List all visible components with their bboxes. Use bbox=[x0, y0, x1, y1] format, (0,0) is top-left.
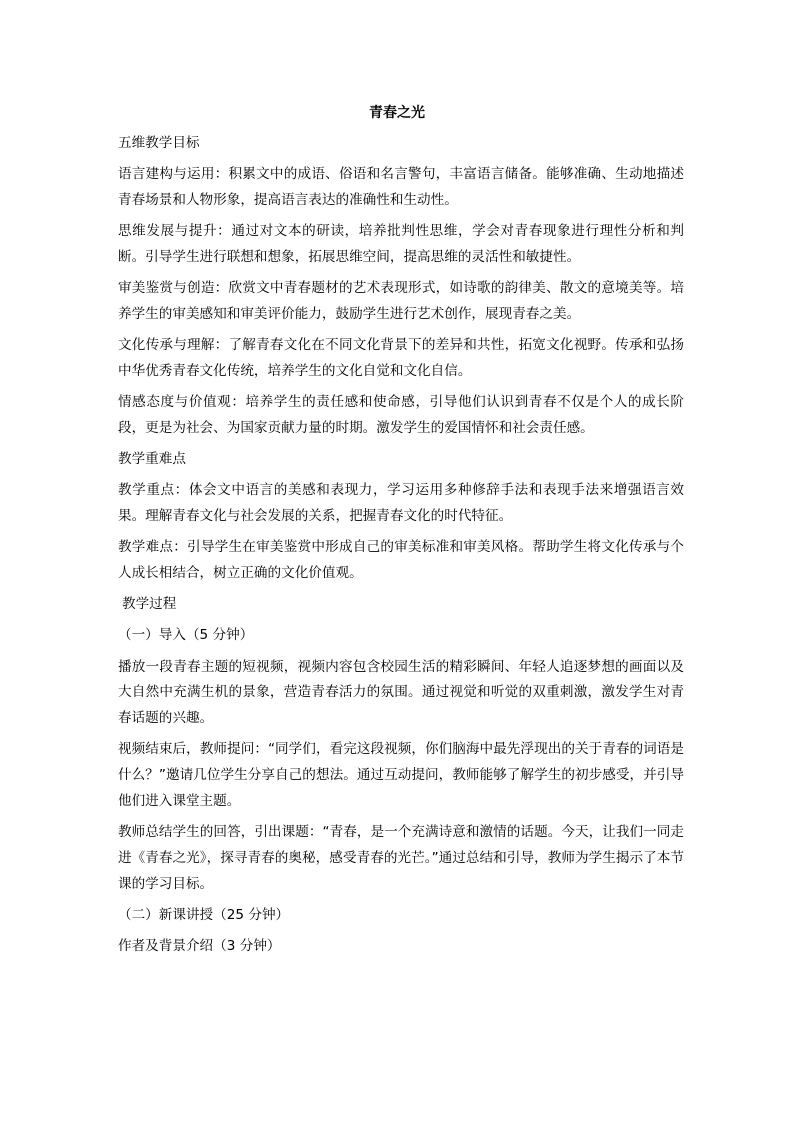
section-heading-key-points: 教学重难点 bbox=[118, 451, 186, 468]
paragraph-question: 视频结束后，教师提问：“同学们，看完这段视频，你们脑海中最先浮现出的关于青春的词语是什么？”邀请几位学生分享自己的想法。通过互动提问，教师能够了解学生的初步感受，并引导他们进入课堂主题。 bbox=[118, 741, 684, 810]
subheading-author-background: 作者及背景介绍（3 分钟） bbox=[118, 938, 281, 955]
document-title: 青春之光 bbox=[369, 105, 425, 121]
paragraph-key-point: 教学重点：体会文中语言的美感和表现力，学习运用多种修辞手法和表现手法来增强语言效果。理解青春文化与社会发展的关系，把握青春文化的时代特征。 bbox=[118, 482, 684, 525]
paragraph-language: 语言建构与运用：积累文中的成语、俗语和名言警句，丰富语言储备。能够准确、生动地描述青春场景和人物形象，提高语言表达的准确性和生动性。 bbox=[118, 166, 684, 208]
paragraph-video: 播放一段青春主题的短视频，视频内容包含校园生活的精彩瞬间、年轻人追逐梦想的画面以及大自然中充满生机的景象，营造青春活力的氛围。通过视觉和听觉的双重刺激，激发学生对青春话题的兴趣。 bbox=[118, 658, 684, 727]
paragraph-culture: 文化传承与理解：了解青春文化在不同文化背景下的差异和共性，拓宽文化视野。传承和弘扬中华优秀青春文化传统，培养学生的文化自觉和文化自信。 bbox=[118, 337, 684, 379]
paragraph-thinking: 思维发展与提升：通过对文本的研读，培养批判性思维，学会对青春现象进行理性分析和判断。引导学生进行联想和想象，拓展思维空间，提高思维的灵活性和敏捷性。 bbox=[118, 223, 684, 265]
subheading-new-lesson: （二）新课讲授（25 分钟） bbox=[118, 906, 290, 923]
paragraph-aesthetics: 审美鉴赏与创造：欣赏文中青春题材的艺术表现形式，如诗歌的韵律美、散文的意境美等。培养学生的审美感知和审美评价能力，鼓励学生进行艺术创作，展现青春之美。 bbox=[118, 280, 684, 322]
subheading-introduction: （一）导入（5 分钟） bbox=[118, 627, 254, 644]
section-heading-objectives: 五维教学目标 bbox=[118, 135, 200, 151]
section-heading-process: 教学过程 bbox=[122, 596, 177, 613]
document-body bbox=[118, 131, 684, 965]
paragraph-emotion: 情感态度与价值观：培养学生的责任感和使命感，引导他们认识到青春不仅是个人的成长阶段，更是为社会、为国家贡献力量的时期。激发学生的爱国情怀和社会责任感。 bbox=[118, 394, 684, 436]
paragraph-summary: 教师总结学生的回答，引出课题：“青春，是一个充满诗意和激情的话题。今天，让我们一同走进《青春之光》，探寻青春的奥秘，感受青春的光芒。”通过总结和引导，教师为学生揭示了本节课的学习目标。 bbox=[118, 824, 684, 892]
paragraph-difficult-point: 教学难点：引导学生在审美鉴赏中形成自己的审美标准和审美风格。帮助学生将文化传承与个人成长相结合，树立正确的文化价值观。 bbox=[118, 539, 684, 582]
